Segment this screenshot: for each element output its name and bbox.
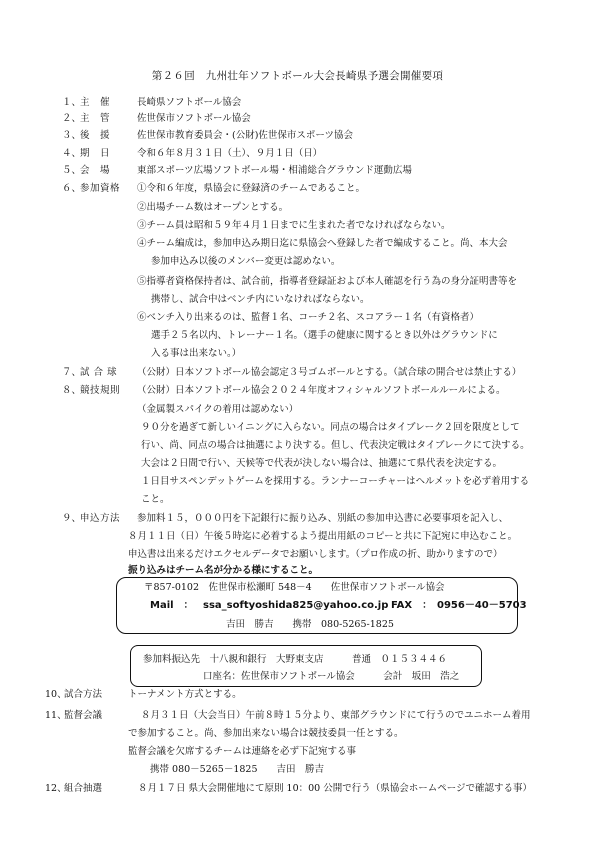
rules-line: （金属製スパイクの着用は認めない） — [137, 404, 299, 415]
item-number: ９、 — [62, 513, 82, 524]
application-line: 申込書は出来るだけエクセルデータでお願いします。（プロ作成の折、助かりますので） — [128, 549, 503, 560]
item-label-host: 主 催 — [80, 97, 111, 108]
item-label-draw: 組合抽選 — [64, 783, 103, 794]
item-value-draw: ８月１７日 県大会開催地にて原則 10：00 公開で行う（県協会ホームページで確認する事） — [138, 783, 533, 794]
mail-label: Mail ： — [150, 600, 194, 611]
item-label-meeting: 監督会議 — [64, 710, 103, 721]
item-value-support: 佐世保市教育委員会・(公財)佐世保市スポーツ協会 — [137, 130, 354, 141]
rules-line: こと。 — [141, 494, 170, 505]
rules-line: ９０分を過ぎて新しいイニングに入らない。同点の場合はタイブレーク２回を限度として — [141, 422, 520, 433]
bank-account: 参加料振込先 十八親和銀行 大野東支店 普通 ０１５３４４６ — [143, 654, 448, 665]
item-value-manager: 佐世保市ソフトボール協会 — [137, 113, 251, 124]
eligibility-line: 入る事は出来ない。） — [151, 348, 242, 359]
item-label-format: 試合方法 — [64, 689, 103, 700]
item-value-format: トーナメント方式とする。 — [128, 689, 242, 700]
transfer-note: 振り込みはチーム名が分かる様にすること。 — [128, 565, 319, 576]
item-label-support: 後 援 — [80, 130, 111, 141]
rules-line: （公財）日本ソフトボール協会２０２４年度オフィシャルソフトボールルールによる。 — [137, 385, 506, 396]
contact-email: ssa_softyoshida825@yahoo.co.jp — [203, 600, 389, 611]
item-number: ５、 — [62, 165, 82, 176]
item-value-host: 長崎県ソフトボール協会 — [137, 97, 242, 108]
rules-line: 行い、尚、同点の場合は抽選により決する。但し、代表決定戦はタイブレークにて決する。 — [141, 440, 530, 451]
meeting-line: 携帯 080－5265－1825 吉田 勝吉 — [150, 764, 325, 775]
item-number: ３、 — [62, 130, 82, 141]
item-number: ８、 — [62, 385, 82, 396]
meeting-line: で参加すること。尚、参加出来ない場合は競技委員一任とする。 — [128, 728, 404, 739]
bank-account-name: 口座名：佐世保市ソフトボール協会 会計 坂田 浩之 — [203, 671, 460, 682]
item-number: ４、 — [62, 148, 82, 159]
eligibility-line: ①令和６年度，県協会に登録済のチームであること。 — [137, 183, 366, 194]
item-number: ７、 — [62, 367, 82, 378]
item-label-application: 申込方法 — [80, 513, 121, 524]
contact-fax: 0956－40－5703 — [437, 600, 527, 611]
item-number: 11、 — [45, 710, 67, 721]
meeting-line: ８月３１日（大会当日）午前８時１５分より、東部グラウンドにて行うのでユニホーム着用 — [141, 710, 531, 721]
item-value-date: 令和６年８月３１日（土）、９月１日（日） — [137, 148, 323, 159]
item-value-ball: （公財）日本ソフトボール協会認定３号ゴムボールとする。（試合球の開合せは禁止する） — [137, 367, 522, 378]
contact-person: 吉田 勝吉 携帯 080-5265-1825 — [226, 619, 394, 630]
item-number: １、 — [62, 97, 82, 108]
rules-line: １日目サスペンデットゲームを採用する。ランナーコーチャーはヘルメットを必ず着用する — [141, 476, 530, 487]
contact-address: 〒857-0102 佐世保市松瀬町 548－4 佐世保市ソフトボール協会 — [144, 582, 445, 593]
item-label-venue: 会 場 — [80, 165, 111, 176]
item-value-venue: 東部スポーツ広場ソフトボール場・相浦総合グラウンド運動広場 — [137, 165, 412, 176]
page-title: 第２６回 九州壮年ソフトボール大会長崎県予選会開催要項 — [151, 70, 444, 82]
item-number: 12、 — [45, 783, 67, 794]
application-line: 参加料１５，０００円を下記銀行に振り込み、別紙の参加申込書に必要事項を記入し、 — [137, 513, 509, 524]
eligibility-line: ②出場チーム数はオープンとする。 — [137, 202, 289, 213]
eligibility-line: 携帯し、試合中はベンチ内にいなければならない。 — [151, 294, 370, 305]
eligibility-line: ③チーム員は昭和５９年４月１日までに生まれた者でなければならない。 — [137, 220, 451, 231]
eligibility-line: ④チーム編成は，参加申込み期日迄に県協会へ登録した者で編成すること。尚、本大会 — [137, 238, 508, 249]
item-number: 10、 — [45, 689, 67, 700]
item-number: ６、 — [62, 183, 82, 194]
application-line: ８月１１日（日）午後５時迄に必着するよう提出用紙のコピーと共に下記宛に申込むこと。 — [128, 531, 518, 542]
item-number: ２、 — [62, 113, 82, 124]
fax-label: FAX ： — [391, 600, 433, 611]
meeting-line: 監督会議を欠席するチームは連絡を必ず下記宛する事 — [128, 746, 357, 757]
item-label-eligibility: 参加資格 — [80, 183, 121, 194]
item-label-rules: 競技規則 — [80, 385, 121, 396]
rules-line: 大会は２日間で行い、天候等で代表が決しない場合は、抽選にて県代表を決定する。 — [141, 458, 503, 469]
eligibility-line: ⑤指導者資格保持者は、試合前，指導者登録証および本人確認を行う為の身分証明書等を — [137, 276, 518, 287]
item-label-manager: 主 管 — [80, 113, 111, 124]
eligibility-line: 参加申込み以後のメンバー変更は認めない。 — [151, 256, 341, 267]
eligibility-line: 選手２５名以内、トレーナー１名。（選手の健康に関するとき以外はグラウンドに — [151, 330, 498, 341]
eligibility-line: ⑥ベンチ入り出来るのは、監督１名、コーチ２名、スコアラー１名（有資格者） — [137, 312, 480, 323]
item-label-ball: 試 合 球 — [80, 367, 118, 378]
item-label-date: 期 日 — [80, 148, 111, 159]
